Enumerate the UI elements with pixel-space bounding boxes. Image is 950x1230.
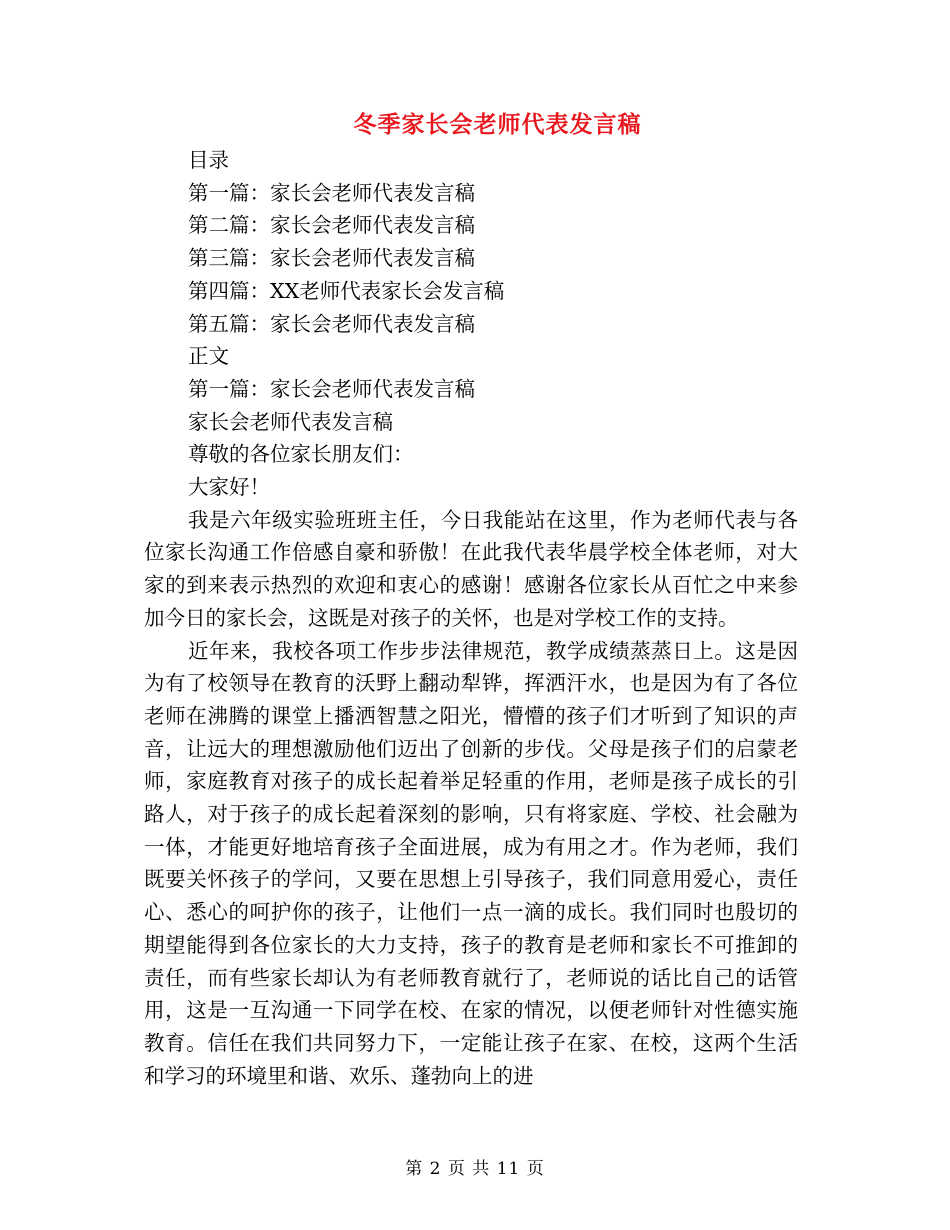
greeting: 大家好！ xyxy=(188,475,270,500)
toc-heading: 目录 xyxy=(188,148,229,172)
toc-item: 第二篇：家长会老师代表发言稿 xyxy=(188,213,475,238)
body-paragraph: 我是六年级实验班班主任，今日我能站在这里，作为老师代表与各位家长沟通工作倍感自豪和骄傲！在此我代表华晨学校全体老师，对大家的到来表示热烈的欢迎和衷心的感谢！感谢各位家长从百忙之中来参加今日的家长会，这既是对孩子的关怀，也是对学校工作的支持。 xyxy=(144,507,798,630)
section-heading: 第一篇：家长会老师代表发言稿 xyxy=(188,376,475,401)
toc-item: 第一篇：家长会老师代表发言稿 xyxy=(188,180,475,205)
toc-item: 第四篇：XX老师代表家长会发言稿 xyxy=(188,278,505,303)
document-title: 冬季家长会老师代表发言稿 xyxy=(353,111,642,138)
toc-item: 第五篇：家长会老师代表发言稿 xyxy=(188,311,475,336)
speech-title: 家长会老师代表发言稿 xyxy=(188,409,393,434)
salutation: 尊敬的各位家长朋友们： xyxy=(188,442,414,467)
toc-item: 第三篇：家长会老师代表发言稿 xyxy=(188,246,475,271)
page-number-footer: 第 2 页 共 11 页 xyxy=(405,1159,545,1179)
document-body xyxy=(144,144,798,1092)
body-paragraph: 近年来，我校各项工作步步法律规范，教学成绩蒸蒸日上。这是因为有了校领导在教育的沃野上翻动犁铧，挥洒汗水，也是因为有了各位老师在沸腾的课堂上播洒智慧之阳光，懵懵的孩子们才听到了知识的声音，让远大的理想激励他们迈出了创新的步伐。父母是孩子们的启蒙老师，家庭教育对孩子的成长起着举足轻重的作用，老师是孩子成长的引路人，对于孩子的成长起着深刻的影响，只有将家庭、学校、社会融为一体，才能更好地培育孩子全面进展，成为有用之才。作为老师，我们既要关怀孩子的学问，又要在思想上引导孩子，我们同意用爱心，责任心、悉心的呵护你的孩子，让他们一点一滴的成长。我们同时也殷切的期望能得到各位家长的大力支持，孩子的教育是老师和家长不可推卸的责任，而有些家长却认为有老师教育就行了，老师说的话比自己的话管用，这是一互沟通一下同学在校、在家的情况，以便老师针对性德实施教育。信任在我们共同努力下，一定能让孩子在家、在校，这两个生活和学习的环境里和谐、欢乐、蓬勃向上的进 xyxy=(144,638,798,1088)
body-heading: 正文 xyxy=(188,344,229,369)
